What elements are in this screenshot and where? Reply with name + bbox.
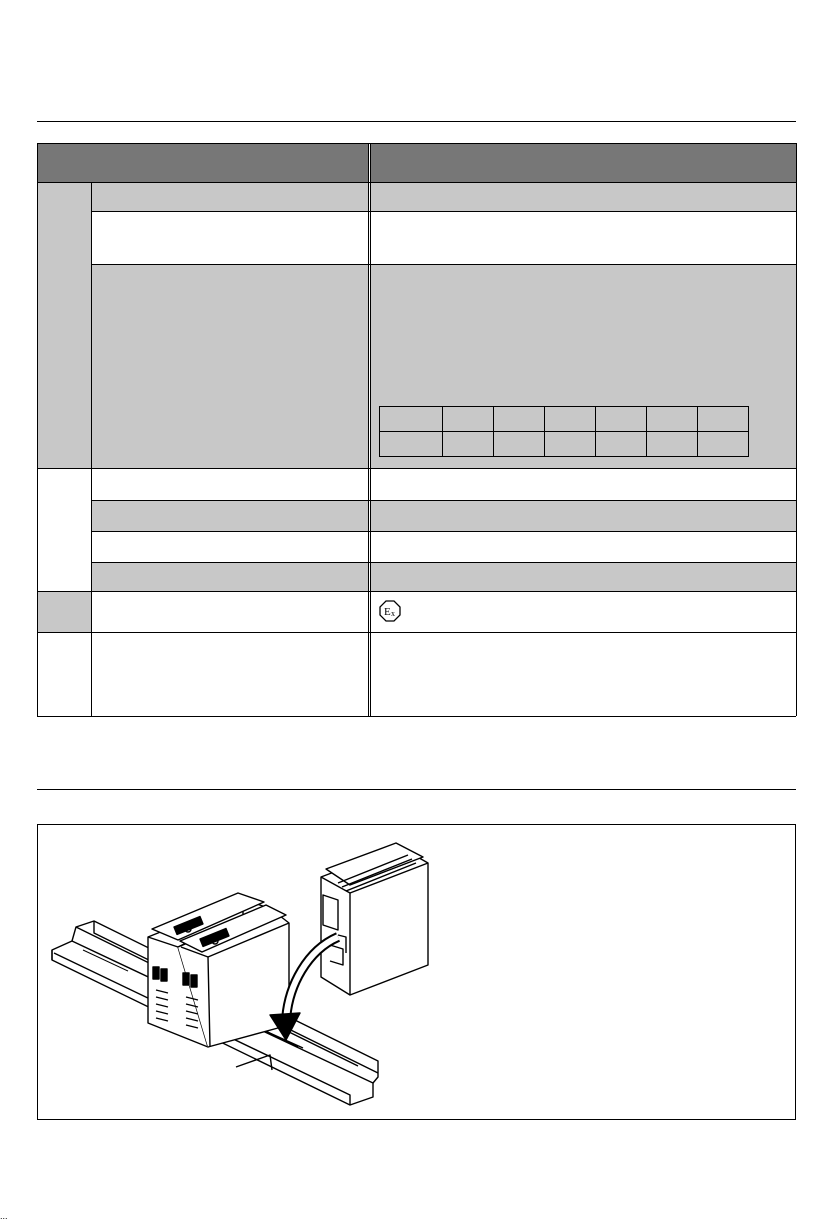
row5-label-cell [92,500,368,531]
row1-value-cell [371,182,796,211]
row3-label [92,268,104,276]
row-line [37,468,796,469]
column-divider [370,143,371,716]
side-divider [91,182,92,716]
row-line [91,531,796,532]
mounting-figure-frame [37,824,796,1120]
row-line [91,211,796,212]
row7-value-cell [371,562,796,591]
row-line [37,182,796,183]
table-border-right [796,143,797,716]
row2-label [92,216,104,224]
mini-table-row [380,432,749,457]
row5-value-cell [371,500,796,531]
column-divider [368,143,369,716]
row-line [91,562,796,563]
section-rule [37,789,796,790]
table-header-right [370,143,796,182]
row-line [91,264,796,265]
row1-label [92,184,104,192]
footer-code: ... [0,1211,8,1221]
table-header-left [37,143,368,182]
top-rule [37,121,796,122]
din-rail-mounting-illustration [38,825,795,1119]
row7-label-cell [92,562,368,591]
table-border-top [37,143,796,144]
svg-text:E: E [384,606,391,618]
row-line [37,632,796,633]
row-line [37,591,796,592]
table-border-bottom [37,716,796,717]
table-border-left [37,143,38,716]
row-line [91,500,796,501]
ex-certification-icon [379,600,401,622]
row3-label-cell [92,264,368,468]
row1-label-cell [92,182,368,211]
svg-text:x: x [391,609,395,618]
group1-side-cell [38,182,91,468]
row8-side-cell [38,592,91,632]
mini-value-table [379,406,749,457]
mini-table-row [380,407,749,432]
